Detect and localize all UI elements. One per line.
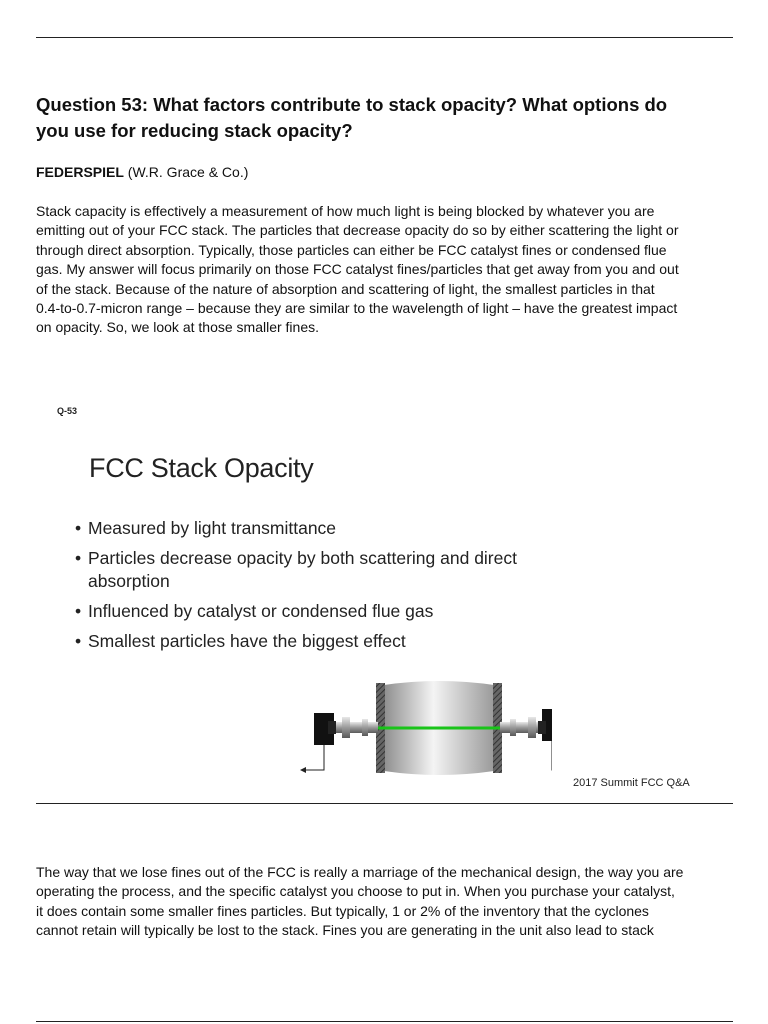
- answer-paragraph-1: [36, 202, 736, 338]
- slide-bullet: • Measured by light transmittance: [75, 518, 337, 538]
- paragraph-line: of the stack. Because of the nature of absorption and scattering of light, the smallest particles in that: [36, 280, 655, 297]
- paragraph-line: cannot retain will typically be lost to the stack. Fines you are generating in the unit also lead to stack: [36, 922, 654, 939]
- slide-bullet: • Particles decrease opacity by both scattering and direct: [75, 548, 517, 568]
- left-pipe: [332, 722, 378, 733]
- slide-label: Q-53: [57, 406, 78, 416]
- opacity-meter-diagram: [272, 677, 552, 781]
- slide-bullet: • Influenced by catalyst or condensed flue gas: [75, 601, 434, 621]
- paragraph-line: operating the process, and the specific catalyst you choose to put in. When you purchase your catalyst,: [36, 883, 675, 900]
- slide-bullet-list: [70, 517, 630, 660]
- presentation-slide: [36, 395, 733, 803]
- slide-title: FCC Stack Opacity: [89, 453, 314, 483]
- question-heading-line: Question 53: What factors contribute to stack opacity? What options do: [36, 94, 668, 115]
- paragraph-line: gas. My answer will focus primarily on those FCC catalyst fines/particles that get away from you and out: [36, 261, 679, 278]
- paragraph-line: The way that we lose fines out of the FCC is really a marriage of the mechanical design, the way you are: [36, 864, 684, 880]
- slide-bullet: • Smallest particles have the biggest effect: [75, 631, 406, 651]
- paragraph-line: 0.4-to-0.7-micron range – because they are similar to the wavelength of light – have the greatest impact: [36, 300, 678, 317]
- slide-bottom-rule: [36, 803, 733, 804]
- top-rule: [36, 37, 733, 38]
- slide-bullet-continuation: absorption: [88, 571, 170, 591]
- paragraph-line: through direct absorption. Typically, those particles can either be FCC catalyst fines or condensed flue: [36, 241, 667, 258]
- question-heading: [36, 92, 736, 144]
- paragraph-line: Stack capacity is effectively a measurement of how much light is being blocked by whatever you are: [36, 203, 655, 219]
- question-heading-line: you use for reducing stack opacity?: [36, 120, 353, 141]
- bottom-rule: [36, 1021, 733, 1022]
- paragraph-line: on opacity. So, we look at those smaller fines.: [36, 319, 319, 336]
- answer-paragraph-2: [36, 863, 736, 941]
- speaker-attribution: [36, 163, 248, 181]
- speaker-affiliation: (W.R. Grace & Co.): [127, 164, 249, 180]
- slide-footer: 2017 Summit FCC Q&A: [573, 777, 690, 789]
- paragraph-line: emitting out of your FCC stack. The particles that decrease opacity do so by either scattering the light or: [36, 222, 679, 239]
- paragraph-line: it does contain some smaller fines particles. But typically, 1 or 2% of the inventory that the cyclones: [36, 902, 649, 919]
- speaker-name: FEDERSPIEL: [36, 164, 124, 180]
